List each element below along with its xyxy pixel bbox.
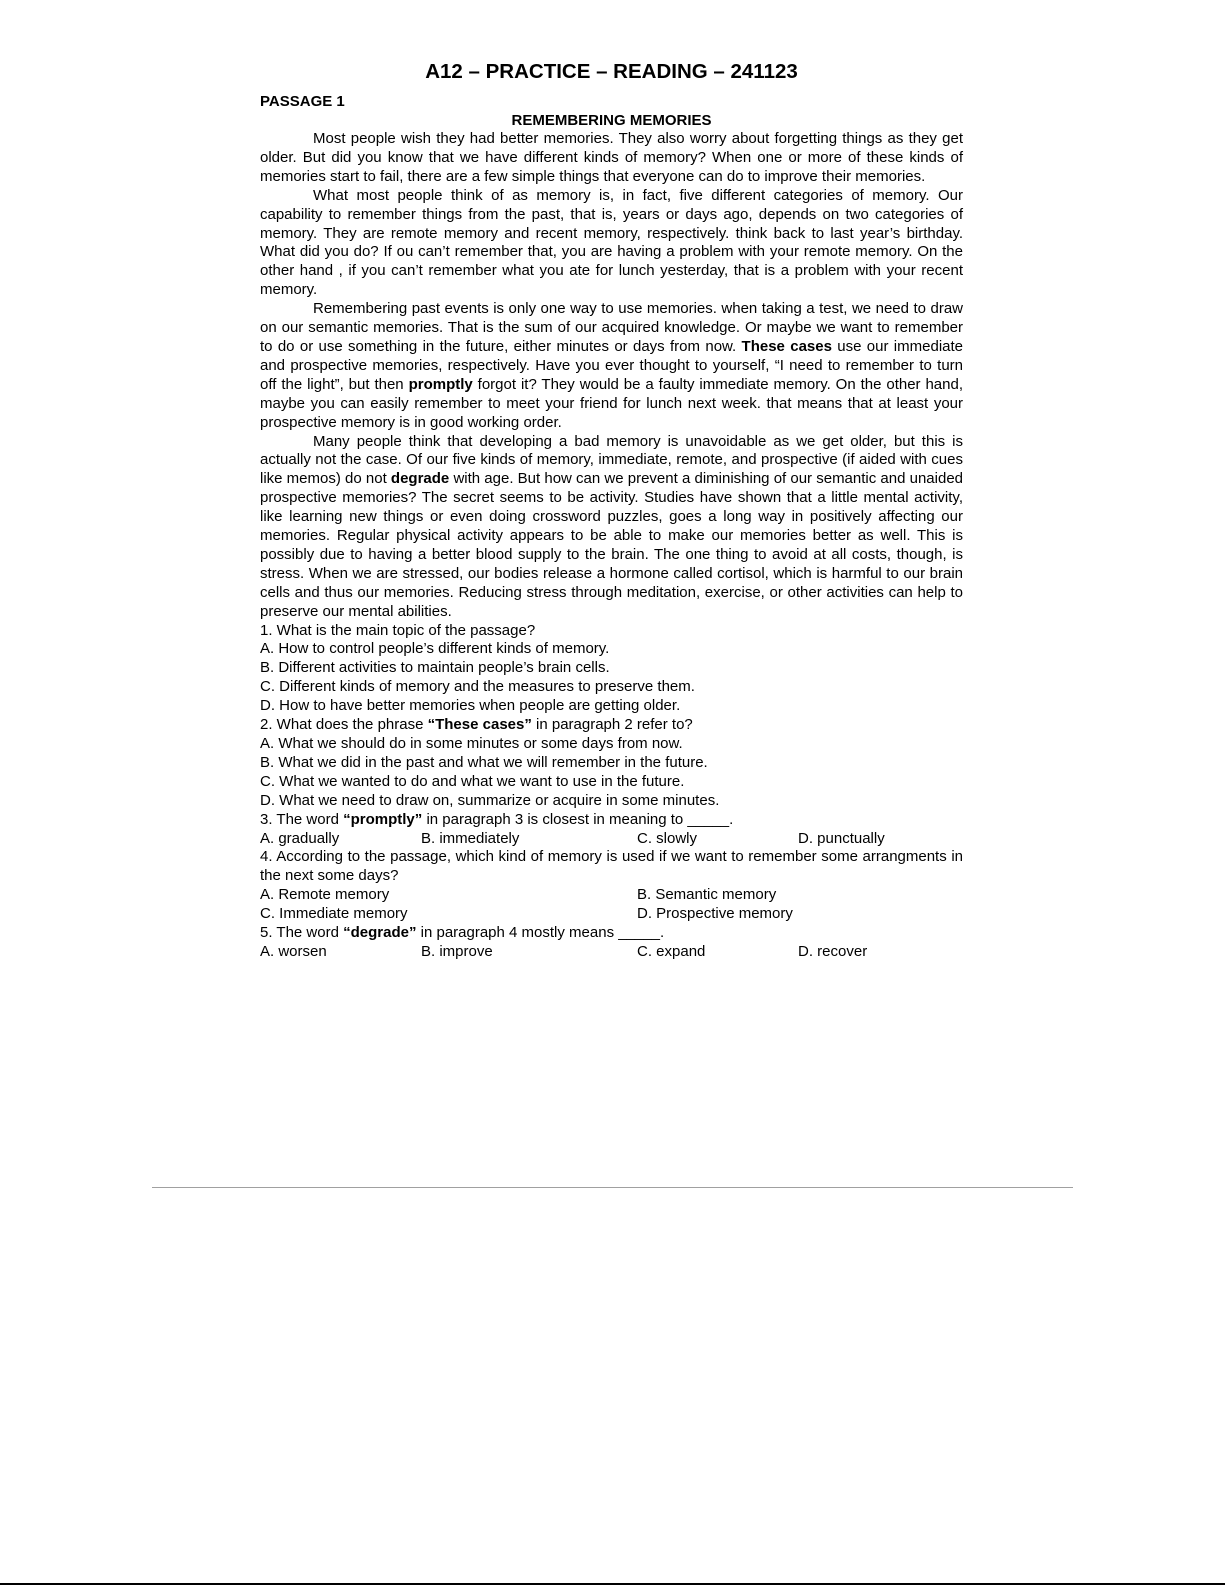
paragraph-3-bold-these-cases: These cases bbox=[741, 337, 832, 355]
question-4-option-c: C. Immediate memory bbox=[260, 905, 408, 923]
question-1 bbox=[260, 622, 963, 717]
question-2-option-d: D. What we need to draw on, summarize or acquire in some minutes. bbox=[260, 791, 720, 809]
paragraph-3 bbox=[260, 300, 963, 432]
question-2 bbox=[260, 716, 963, 811]
paragraph-3-text: Remembering past events is only one way to use memories. when taking a test, we need to draw on our semantic memories. That is the sum of our acquired knowledge. Or maybe we want to remember to do or use something in the future, either minutes or days from now. bbox=[260, 300, 963, 355]
question-2-stem-text: in paragraph 2 refer to? bbox=[531, 716, 693, 734]
page-divider bbox=[152, 1187, 1073, 1188]
passage-title: REMEMBERING MEMORIES bbox=[511, 112, 712, 129]
question-3-stem-text: 3. The word bbox=[260, 810, 344, 828]
question-3-stem-bold: “promptly” bbox=[343, 810, 423, 828]
document-title: A12 – PRACTICE – READING – 241123 bbox=[425, 60, 798, 83]
question-4-option-a: A. Remote memory bbox=[260, 886, 390, 904]
paragraph-4-bold-degrade: degrade bbox=[390, 470, 450, 488]
question-2-option-b: B. What we did in the past and what we will remember in the future. bbox=[260, 753, 708, 771]
question-3-option-a: A. gradually bbox=[260, 829, 340, 847]
question-1-option-d: D. How to have better memories when people are getting older. bbox=[260, 697, 681, 715]
paragraph-3-text: forgot it? They would be a faulty immediate memory. On the other hand, maybe you can easily remember to meet your friend for lunch next week. that means that at least your prospective memory is in good working order. bbox=[260, 375, 964, 431]
question-4 bbox=[260, 848, 963, 924]
question-2-stem-bold: “These cases” bbox=[427, 716, 532, 734]
question-1-option-c: C. Different kinds of memory and the measures to preserve them. bbox=[260, 678, 695, 696]
question-5-option-b: B. improve bbox=[421, 942, 493, 960]
question-5-option-a: A. worsen bbox=[260, 942, 327, 960]
question-4-options-row-1 bbox=[260, 886, 963, 905]
question-5 bbox=[260, 924, 963, 962]
question-1-option-b: B. Different activities to maintain people’s brain cells. bbox=[260, 659, 610, 677]
paragraph-4-text: Many people think that developing a bad memory is unavoidable as we get older, but this is actually not the case. Of our five kinds of memory, immediate, remote, and prospective (if aided with cues like memos) do not bbox=[260, 432, 963, 488]
question-5-option-d: D. recover bbox=[798, 942, 868, 960]
question-5-options bbox=[260, 943, 963, 962]
question-5-stem bbox=[260, 924, 963, 943]
question-5-stem-text: in paragraph 4 mostly means _____. bbox=[416, 924, 665, 942]
question-4-options-row-2 bbox=[260, 905, 963, 924]
question-2-option-c: C. What we wanted to do and what we want to use in the future. bbox=[260, 772, 685, 790]
paragraph-3-bold-promptly: promptly bbox=[408, 375, 473, 393]
question-3-stem bbox=[260, 811, 963, 830]
paragraph-1: Most people wish they had better memories. They also worry about forgetting things as they get older. But did you know that we have different kinds of memory? When one or more of these kinds of memories start to fail, there are a few simple things that everyone can do to improve their memories. bbox=[260, 130, 963, 185]
question-2-stem-text: 2. What does the phrase bbox=[260, 716, 428, 734]
question-3-option-d: D. punctually bbox=[798, 829, 885, 847]
question-2-option-a: A. What we should do in some minutes or some days from now. bbox=[260, 735, 683, 752]
passage-label: PASSAGE 1 bbox=[260, 93, 345, 110]
question-3-options bbox=[260, 830, 963, 849]
question-5-option-c: C. expand bbox=[637, 942, 706, 960]
question-4-option-d: D. Prospective memory bbox=[637, 905, 793, 923]
question-3 bbox=[260, 811, 963, 849]
question-1-stem: 1. What is the main topic of the passage? bbox=[260, 621, 536, 639]
question-1-option-a: A. How to control people’s different kinds of memory. bbox=[260, 640, 610, 658]
question-4-option-b: B. Semantic memory bbox=[637, 886, 777, 904]
question-5-stem-bold: “degrade” bbox=[343, 924, 417, 942]
paragraph-2: What most people think of as memory is, in fact, five different categories of memory. Our capability to remember things from the past, that is, years or days ago, depends on two categories of memory. They are remote memory and recent memory, respectively. think back to last year’s birthday. What did you do? If ou can’t remember that, you are having a problem with your remote memory. On the other hand , if you can’t remember what you ate for lunch yesterday, that is a problem with your recent memory. bbox=[260, 186, 963, 299]
paragraph-4 bbox=[260, 433, 963, 622]
question-3-option-c: C. slowly bbox=[637, 829, 698, 847]
question-5-stem-text: 5. The word bbox=[260, 924, 344, 942]
document-page bbox=[260, 58, 963, 962]
question-2-stem bbox=[260, 716, 963, 735]
paragraph-4-text: with age. But how can we prevent a diminishing of our semantic and unaided prospective memories? The secret seems to be activity. Studies have shown that a little mental activity, like learning new things or even doing crossword puzzles, goes a long way in positively affecting our memories. Regular physical activity appears to be able to make our memories better as well. This is possibly due to having a better blood supply to the brain. The one thing to avoid at all costs, though, is stress. When we are stressed, our bodies release a hormone called cortisol, which is harmful to our brain cells and thus our memories. Reducing stress through meditation, exercise, or other activities can help to preserve our mental abilities. bbox=[260, 470, 964, 620]
question-3-stem-text: in paragraph 3 is closest in meaning to _____. bbox=[422, 810, 734, 828]
question-4-stem: 4. According to the passage, which kind of memory is used if we want to remember some arrangments in the next some days? bbox=[260, 848, 963, 885]
question-3-option-b: B. immediately bbox=[421, 829, 520, 847]
paragraph-3-text: use our immediate and prospective memories, respectively. Have you ever thought to yourself, “I need to remember to turn off the light”, but then bbox=[260, 337, 964, 393]
